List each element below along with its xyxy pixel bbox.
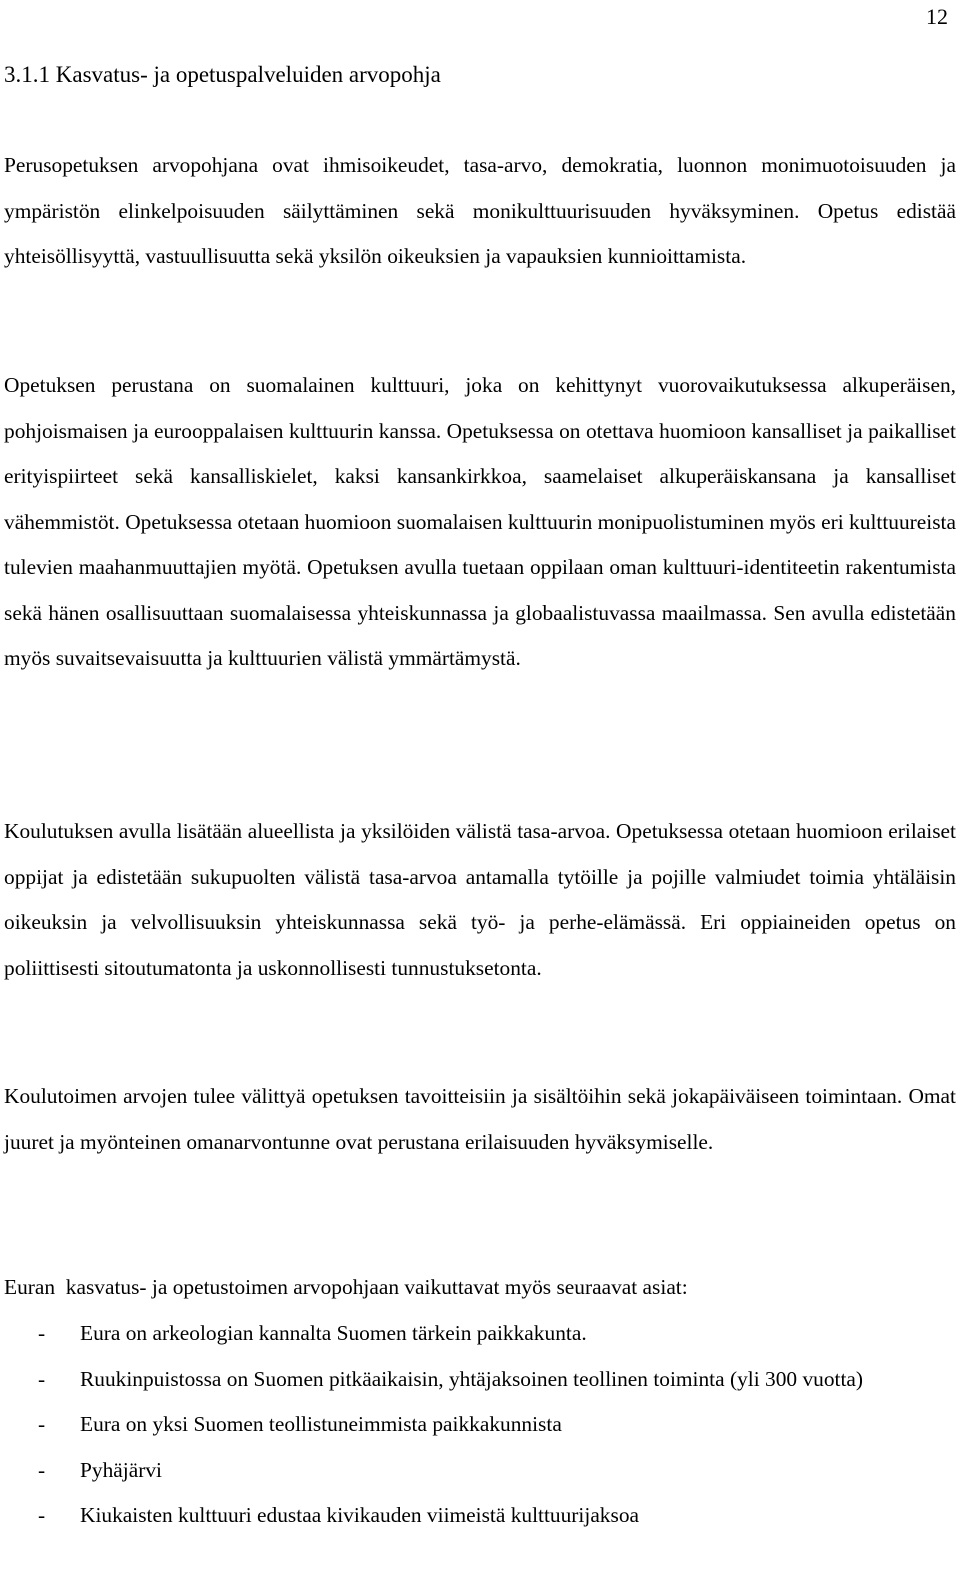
list-item-text: Ruukinpuistossa on Suomen pitkäaikaisin, yhtäjaksoinen teollinen toiminta (yli 300 vuotta) [80, 1366, 864, 1391]
list-item [4, 1311, 956, 1357]
list-item-text: Eura on arkeologian kannalta Suomen tärkein paikkakunta. [80, 1321, 587, 1345]
list-item [4, 1493, 956, 1539]
list-item [4, 1402, 956, 1448]
page-number: 12 [926, 4, 948, 29]
section-heading: 3.1.1 Kasvatus- ja opetuspalveluiden arvopohja [4, 62, 441, 87]
paragraph-everyday: Koulutoimen arvojen tulee välittyä opetuksen tavoitteisiin ja sisältöihin sekä jokapäiväiseen toimintaan. Omat juuret ja myönteinen omanarvontunne ovat perustana erilaisuuden hyväksymiselle. [4, 1084, 956, 1154]
list-item-text: Eura on yksi Suomen teollistuneimmista paikkakunnista [80, 1412, 562, 1436]
list-item [4, 1448, 956, 1494]
paragraph-culture: Opetuksen perustana on suomalainen kulttuuri, joka on kehittynyt vuorovaikutuksessa alkuperäisen, pohjoismaisen ja eurooppalaisen kulttuurin kanssa. Opetuksessa on otettava huomioon kansalliset ja paikalliset erityispiirteet sekä kansalliskielet, kaksi kansankirkkoa, saamelaiset alkuperäiskansana ja kansalliset vähemmistöt. Opetuksessa otetaan huomioon suomalaisen kulttuurin monipuolistuminen myös eri kulttuureista tulevien maahanmuuttajien myötä. Opetuksen avulla tuetaan oppilaan oman kulttuuri-identiteetin rakentumista sekä hänen osallisuuttaan suomalaisessa yhteiskunnassa ja globaalistuvassa maailmassa. Sen avulla edistetään myös suvaitsevaisuutta ja kulttuurien välistä ymmärtämystä. [4, 373, 956, 670]
list-dash: - [38, 1503, 46, 1527]
list-dash: - [38, 1412, 46, 1436]
influence-list [4, 1311, 956, 1539]
list-dash: - [38, 1366, 46, 1391]
paragraph-values: Perusopetuksen arvopohjana ovat ihmisoikeudet, tasa-arvo, demokratia, luonnon monimuotoisuuden ja ympäristön elinkelpoisuuden säilyttäminen sekä monikulttuurisuuden hyväksyminen. Opetus edistää yhteisöllisyyttä, vastuullisuutta sekä yksilön oikeuksien ja vapauksien kunnioittamista. [4, 153, 956, 268]
paragraph-equality: Koulutuksen avulla lisätään alueellista ja yksilöiden välistä tasa-arvoa. Opetuksessa otetaan huomioon erilaiset oppijat ja edistetään sukupuolten välistä tasa-arvoa antamalla tytöille ja pojille valmiudet toimia yhtäläisin oikeuksin ja velvollisuuksin yhteiskunnassa sekä työ- ja perhe-elämässä. Eri oppiaineiden opetus on poliittisesti sitoutumatonta ja uskonnollisesti tunnustuksetonta. [4, 819, 956, 980]
list-dash: - [38, 1457, 46, 1482]
list-dash: - [38, 1321, 46, 1345]
list-item [4, 1357, 956, 1403]
list-item-text: Pyhäjärvi [80, 1457, 162, 1482]
list-intro: Euran kasvatus- ja opetustoimen arvopohjaan vaikuttavat myös seuraavat asiat: [4, 1275, 688, 1299]
list-item-text: Kiukaisten kulttuuri edustaa kivikauden viimeistä kulttuurijaksoa [80, 1503, 640, 1527]
